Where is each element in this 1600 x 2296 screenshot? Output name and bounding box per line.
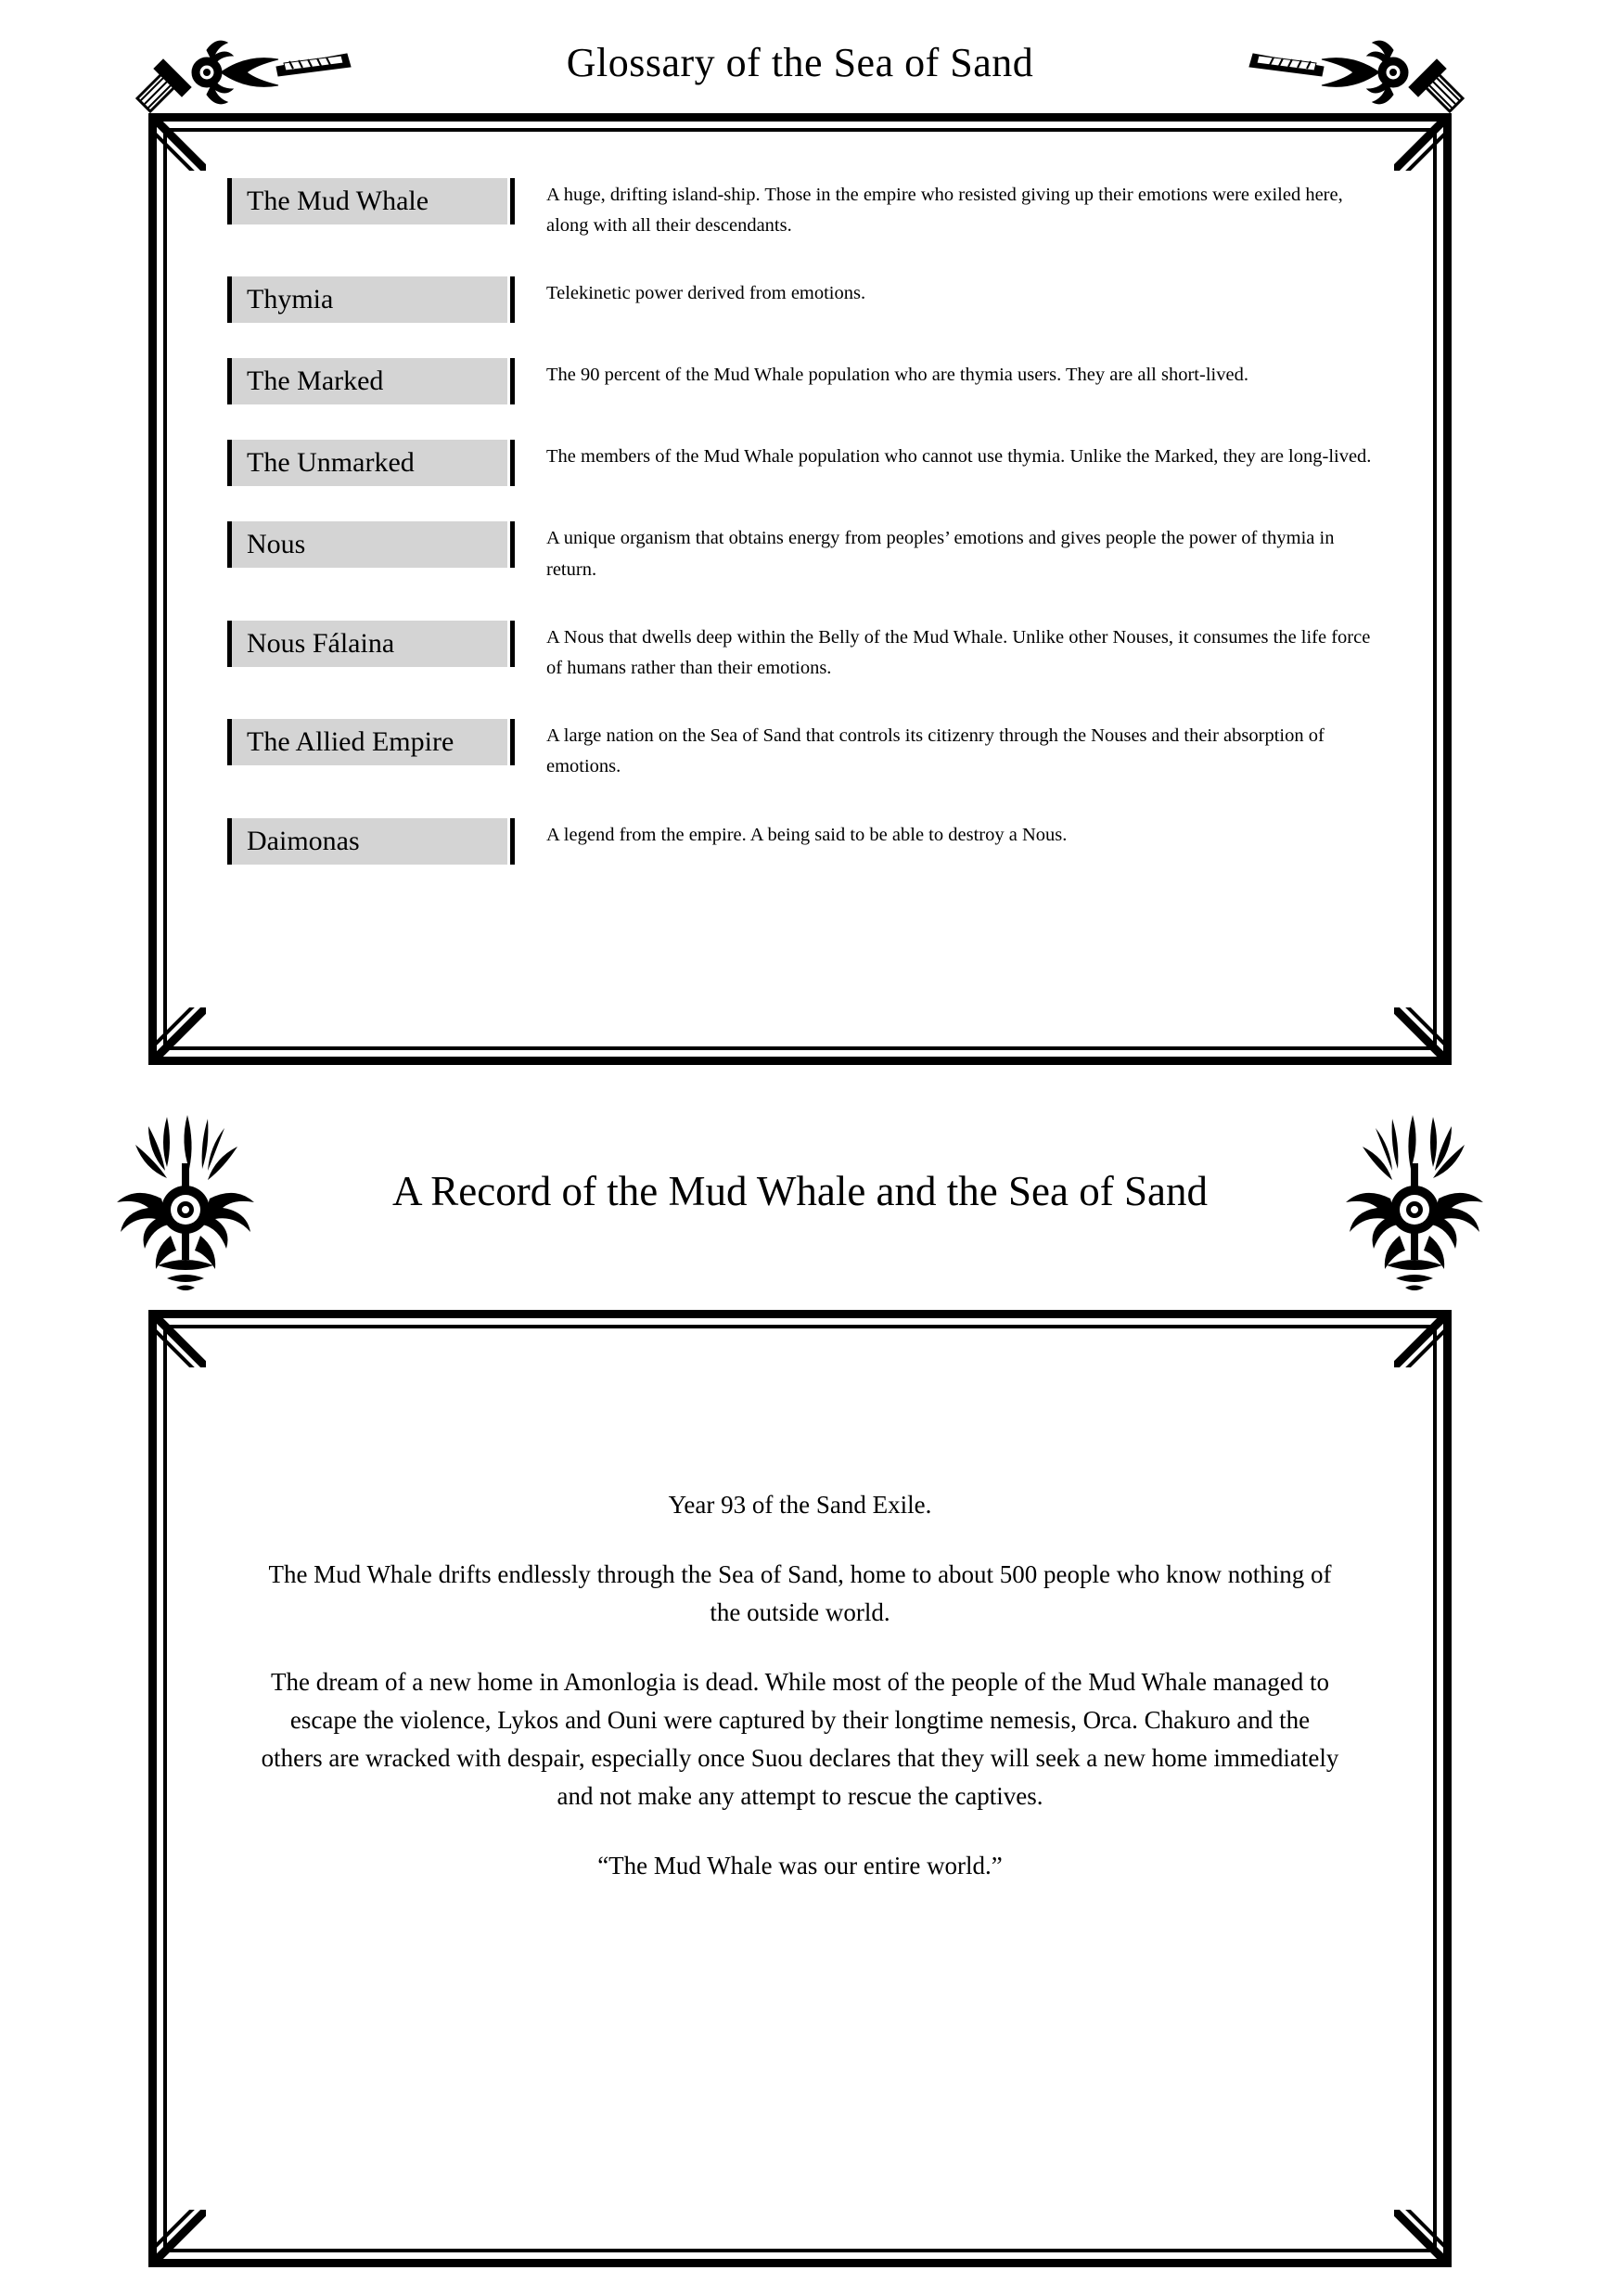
glossary-entry [227,440,1377,486]
glossary-entry [227,358,1377,404]
glossary-term: Nous Fálaina [227,621,507,667]
glossary-definition: A unique organism that obtains energy from peoples’ emotions and gives people the power of thymia in return. [546,528,1335,580]
glossary-term: The Unmarked [227,440,507,486]
glossary-term: Thymia [227,276,507,323]
record-paragraph-summary: The Mud Whale drifts endlessly through the Sea of Sand, home to about 500 people who know nothing of the outside world. [268,1560,1332,1627]
record-content [148,1310,1452,2267]
glossary-content [148,158,1452,1048]
floral-ornament-right [1331,1110,1498,1295]
glossary-header [0,17,1600,119]
dagger-ornament-right [1248,26,1479,119]
record-paragraph-year: Year 93 of the Sand Exile. [668,1491,932,1519]
glossary-definition: A large nation on the Sea of Sand that controls its citizenry through the Nouses and their absorption of emotions. [546,725,1325,777]
glossary-term: Nous [227,521,507,568]
record-header [0,1110,1600,1309]
glossary-entry [227,276,1377,323]
glossary-definition: A huge, drifting island-ship. Those in the empire who resisted giving up their emotions were exiled here, along with all their descendants. [546,185,1343,237]
glossary-definition: The 90 percent of the Mud Whale population who are thymia users. They are all short-lived. [546,365,1248,386]
record-quote: “The Mud Whale was our entire world.” [597,1852,1003,1880]
record-paragraph-story: The dream of a new home in Amonlogia is dead. While most of the people of the Mud Whale managed to escape the violence, Lykos and Ouni were captured by their longtime nemesis, Orca. Chakuro and the others are wracked with despair, especially once Suou declares that they will seek a new home immediately and not make any attempt to rescue the captives. [261,1668,1339,1811]
record-text-block [260,1486,1340,1885]
glossary-term: The Mud Whale [227,178,507,224]
glossary-term: The Allied Empire [227,719,507,765]
page-title: Glossary of the Sea of Sand [566,40,1034,85]
glossary-term: The Marked [227,358,507,404]
glossary-definition: The members of the Mud Whale population who cannot use thymia. Unlike the Marked, they are long-lived. [546,446,1372,468]
glossary-definition: A Nous that dwells deep within the Belly of the Mud Whale. Unlike other Nouses, it consumes the life force of humans rather than their emotions. [546,626,1371,679]
glossary-definition: A legend from the empire. A being said to be able to destroy a Nous. [546,824,1068,845]
glossary-entry [227,521,1377,584]
glossary-entry [227,719,1377,782]
glossary-entry [227,621,1377,684]
glossary-list [227,178,1377,900]
glossary-entry [227,178,1377,241]
glossary-term: Daimonas [227,818,507,865]
record-title: A Record of the Mud Whale and the Sea of Sand [392,1168,1208,1214]
glossary-entry [227,818,1377,865]
glossary-definition: Telekinetic power derived from emotions. [546,283,866,304]
